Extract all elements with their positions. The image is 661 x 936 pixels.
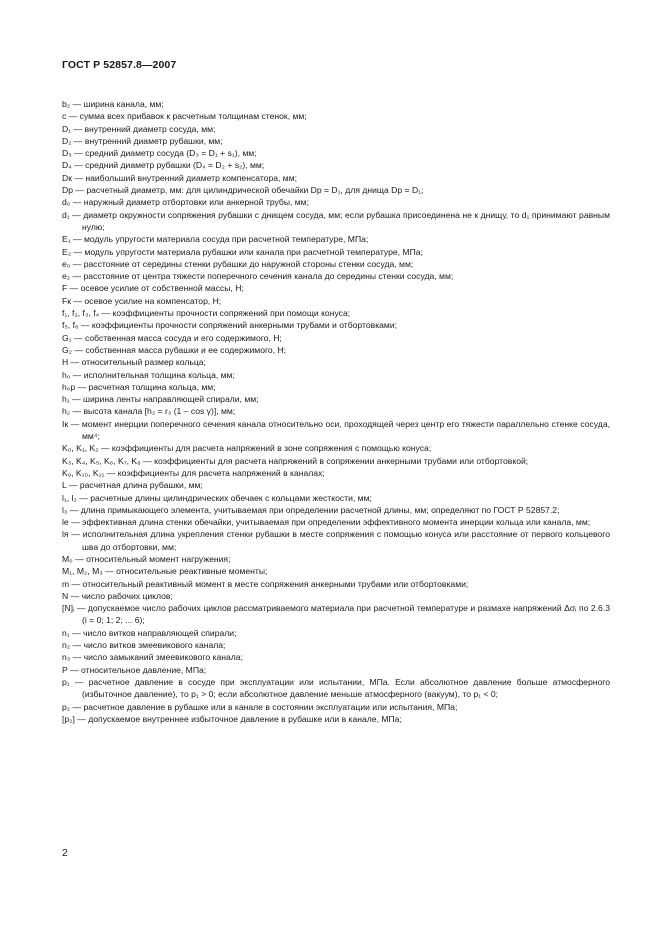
- definition-item: D₃ — средний диаметр сосуда (D₃ = D₁ + s₁), мм;: [62, 148, 257, 159]
- definition-item: l₁, l₂ — расчетные длины цилиндрических обечаек с кольцами жесткости, мм;: [62, 492, 372, 503]
- definition-item: N — число рабочих циклов;: [62, 590, 173, 601]
- definition-item: n₃ — число замыканий змеевикового канала;: [62, 652, 243, 663]
- definition-item: D₄ — средний диаметр рубашки (D₄ = D₂ + s₂), мм;: [62, 160, 265, 171]
- definition-item: K₉, K₁₀, K₁₁ — коэффициенты для расчета напряжений в каналах;: [62, 467, 325, 478]
- definition-item: G₂ — собственная масса рубашки и ее содержимого, Н;: [62, 344, 287, 355]
- definition-item: L — расчетная длина рубашки, мм;: [62, 480, 203, 491]
- definition-item: K₃, K₄, K₅, K₆, K₇, K₈ — коэффициенты для расчета напряжений в сопряжении анкерными трубами или отбортовкой;: [62, 455, 529, 466]
- page-number: 2: [62, 847, 68, 859]
- definition-item: F — осевое усилие от собственной массы, Н;: [62, 283, 244, 294]
- definition-item: Iк — момент инерции поперечного сечения канала относительно оси, проходящей через центр его тяжести параллельно стенке сосуда, мм⁴;: [62, 418, 610, 442]
- definition-item: [p₂] — допускаемое внутреннее избыточное давление в рубашке или в канале, МПа;: [62, 713, 402, 724]
- definition-item: p₂ — расчетное давление в рубашке или в канале в состоянии эксплуатации или испытания, МПа;: [62, 701, 458, 712]
- definitions-list: [62, 98, 610, 725]
- definition-item: d₀ — наружный диаметр отбортовки или анкерной трубы, мм;: [62, 197, 309, 208]
- definition-item: E₁ — модуль упругости материала сосуда при расчетной температуре, МПа;: [62, 234, 369, 245]
- definition-item: D₂ — внутренний диаметр рубашки, мм;: [62, 135, 223, 146]
- definition-item: M₁, M₂, M₃ — относительные реактивные моменты;: [62, 566, 268, 577]
- definition-item: e₂ — расстояние от центра тяжести поперечного сечения канала до середины стенки сосуда, мм;: [62, 271, 454, 282]
- definition-item: H — относительный размер кольца;: [62, 357, 206, 368]
- definition-item: l₃ — длина примыкающего элемента, учитываемая при определении расчетной длины, мм; определяют по ГОСТ Р 52857.2;: [62, 504, 560, 515]
- definition-item: h₀р — расчетная толщина кольца, мм;: [62, 381, 216, 392]
- definition-item: f₁, f₂, f₃, f₄ — коэффициенты прочности сопряжений при помощи конуса;: [62, 308, 351, 319]
- definition-item: f₅, f₆ — коэффициенты прочности сопряжений анкерными трубами и отбортовками;: [62, 320, 398, 331]
- definition-item: m — относительный реактивный момент в месте сопряжения анкерными трубами или отбортовками;: [62, 578, 469, 589]
- definition-item: [N]ᵢ — допускаемое число рабочих циклов рассматриваемого материала при расчетной температуре и размахе напряжений Δσᵢ по 2.6.3 (i = 0; 1; 2; ... 6);: [62, 603, 610, 626]
- definition-item: lя — исполнительная длина укрепления стенки рубашки в месте сопряжения с помощью конуса или расстояние от первого кольцевого шва до отбортовки, мм;: [62, 529, 610, 552]
- definition-item: b₂ — ширина канала, мм;: [62, 99, 164, 109]
- definition-item: K₀, K₁, K₂ — коэффициенты для расчета напряжений в зоне сопряжения с помощью конуса;: [62, 443, 432, 454]
- definition-item: M₀ — относительный момент нагружения;: [62, 553, 231, 564]
- definition-item: E₂ — модуль упругости материала рубашки или канала при расчетной температуре, МПа;: [62, 246, 423, 257]
- definition-item: p₁ — расчетное давление в сосуде при эксплуатации или испытании, МПа. Если абсолютное давление больше атмосферного (избыточное давление), то p₁ > 0; если абсолютное давление меньше атмосферного (вакуум), то p₁ < 0;: [62, 676, 610, 700]
- definition-item: D₁ — внутренний диаметр сосуда, мм;: [62, 123, 216, 134]
- definition-item: Fк — осевое усилие на компенсатор, Н;: [62, 295, 222, 306]
- definition-item: P — относительное давление, МПа;: [62, 664, 207, 675]
- definition-item: h₁ — ширина ленты направляющей спирали, мм;: [62, 394, 259, 405]
- definition-item: Dк — наибольший внутренний диаметр компенсатора, мм;: [62, 172, 297, 183]
- definition-item: n₂ — число витков змеевикового канала;: [62, 640, 226, 651]
- definition-item: h₀ — исполнительная толщина кольца, мм;: [62, 369, 235, 380]
- definition-item: e₀ — расстояние от середины стенки рубашки до наружной стороны стенки сосуда, мм;: [62, 258, 414, 269]
- definition-item: Dр — расчетный диаметр, мм: для цилиндрической обечайки Dр = D₁, для днища Dр = D₁;: [62, 185, 424, 196]
- definition-item: G₁ — собственная масса сосуда и его содержимого, Н;: [62, 332, 282, 343]
- definition-item: h₂ — высота канала [h₂ = r₃ (1 – cos γ)], мм;: [62, 406, 236, 417]
- definition-item: n₁ — число витков направляющей спирали;: [62, 627, 237, 638]
- definition-item: d₁ — диаметр окружности сопряжения рубашки с днищем сосуда, мм; если рубашка присоединена не к днищу, то d₁ принимают равным нулю;: [62, 209, 610, 232]
- definition-item: lе — эффективная длина стенки обечайки, учитываемая при определении эффективного момента инерции кольца или канала, мм;: [62, 517, 591, 528]
- page-header: ГОСТ Р 52857.8—2007: [62, 59, 177, 71]
- definition-item: с — сумма всех прибавок к расчетным толщинам стенок, мм;: [62, 111, 307, 122]
